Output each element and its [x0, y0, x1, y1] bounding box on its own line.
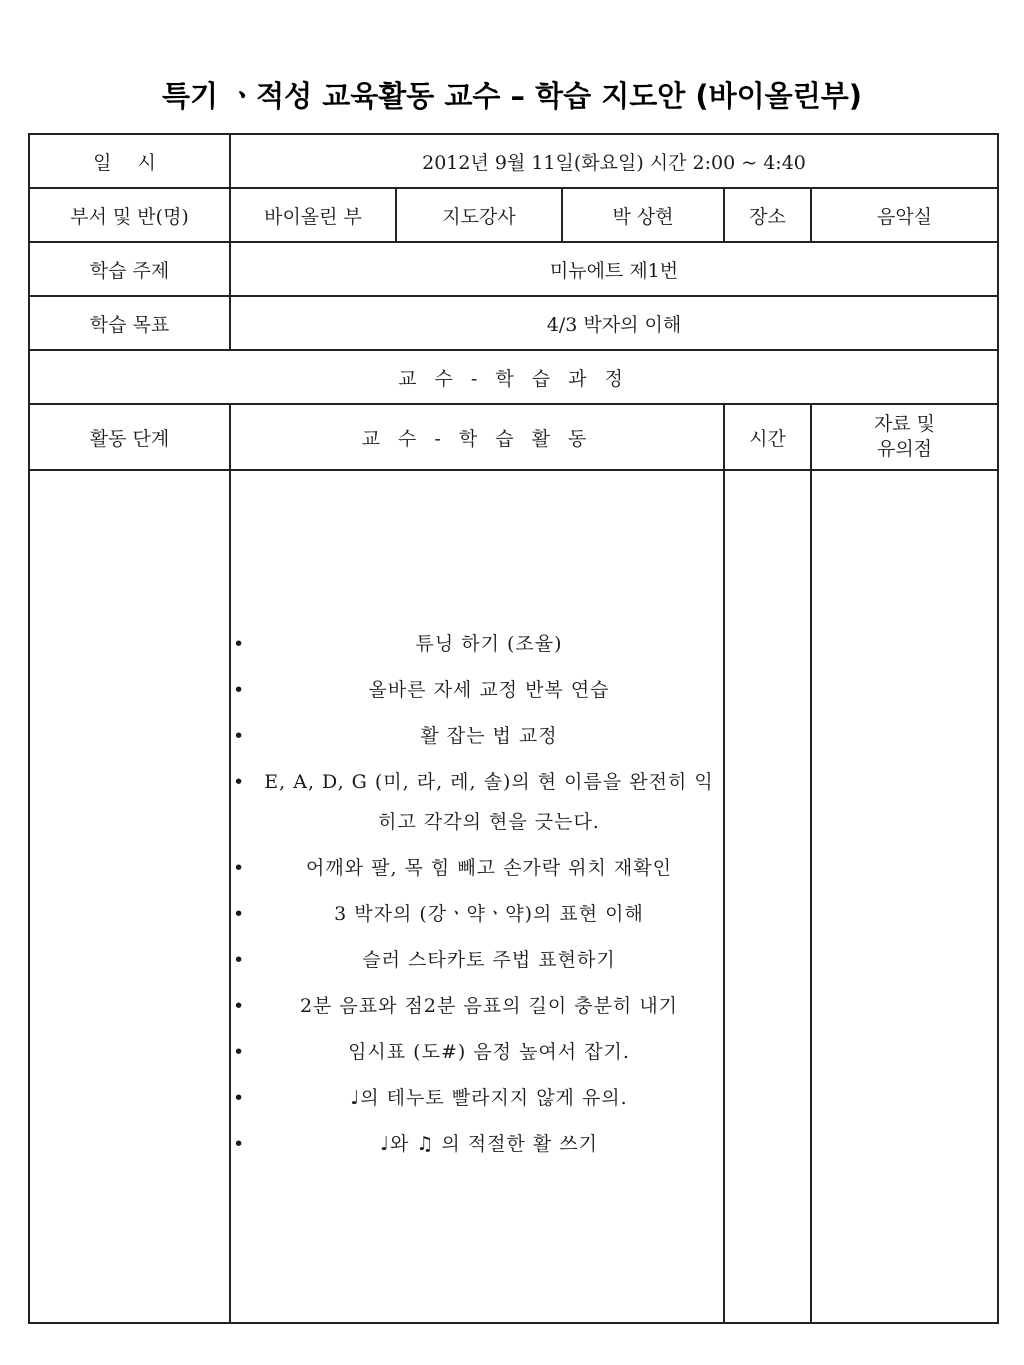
- process-header-row: [29, 350, 998, 404]
- stage-cell: [29, 470, 230, 1323]
- lesson-plan-table: [28, 133, 999, 1324]
- activity-item: • ♩의 테누토 빨라지지 않게 유의.: [231, 1078, 723, 1118]
- resources-header-line2: 유의점: [876, 438, 933, 460]
- process-body-row: [29, 470, 998, 1323]
- activity-item: • E, A, D, G (미, 라, 레, 솔)의 현 이름을 완전히 익히고 각각의 현을 긋는다.: [231, 762, 723, 842]
- dept-value: 바이올린 부: [230, 188, 396, 242]
- dept-row: [29, 188, 998, 242]
- dept-label: 부서 및 반(명): [29, 188, 230, 242]
- document-title: 특기 ㆍ적성 교육활동 교수 – 학습 지도안 (바이올린부): [162, 79, 862, 113]
- date-value: 2012년 9월 11일(화요일) 시간 2:00 ~ 4:40: [230, 134, 998, 188]
- activity-list: [231, 624, 723, 1164]
- activity-item: • 활 잡는 법 교정: [231, 716, 723, 756]
- activity-item: • 2분 음표와 점2분 음표의 길이 충분히 내기: [231, 986, 723, 1026]
- topic-label: 학습 주제: [29, 242, 230, 296]
- activity-item: • 3 박자의 (강ㆍ약ㆍ약)의 표현 이해: [231, 894, 723, 934]
- process-header: 교 수 - 학 습 과 정: [29, 350, 998, 404]
- date-label: 일 시: [29, 134, 230, 188]
- goal-label: 학습 목표: [29, 296, 230, 350]
- date-row: [29, 134, 998, 188]
- time-cell: [724, 470, 811, 1323]
- stage-column-header: 활동 단계: [29, 404, 230, 470]
- instructor-value: 박 상현: [562, 188, 724, 242]
- goal-value: 4/3 박자의 이해: [230, 296, 998, 350]
- resources-header-line1: 자료 및: [873, 413, 936, 435]
- place-value: 음악실: [811, 188, 998, 242]
- place-label: 장소: [724, 188, 811, 242]
- activity-item: • 임시표 (도#) 음정 높여서 잡기.: [231, 1032, 723, 1072]
- resources-column-header: [811, 404, 998, 470]
- time-column-header: 시간: [724, 404, 811, 470]
- topic-row: [29, 242, 998, 296]
- activity-item: • 튜닝 하기 (조율): [231, 624, 723, 664]
- activity-item: • 슬러 스타카토 주법 표현하기: [231, 940, 723, 980]
- process-columns-row: [29, 404, 998, 470]
- goal-row: [29, 296, 998, 350]
- activities-column-header: 교 수 - 학 습 활 동: [230, 404, 724, 470]
- instructor-label: 지도강사: [396, 188, 562, 242]
- resources-cell: [811, 470, 998, 1323]
- activity-item: • ♩와 ♫ 의 적절한 활 쓰기: [231, 1124, 723, 1164]
- topic-value: 미뉴에트 제1번: [230, 242, 998, 296]
- activity-item: • 어깨와 팔, 목 힘 빼고 손가락 위치 재확인: [231, 848, 723, 888]
- activity-item: • 올바른 자세 교정 반복 연습: [231, 670, 723, 710]
- activities-cell: [230, 470, 724, 1323]
